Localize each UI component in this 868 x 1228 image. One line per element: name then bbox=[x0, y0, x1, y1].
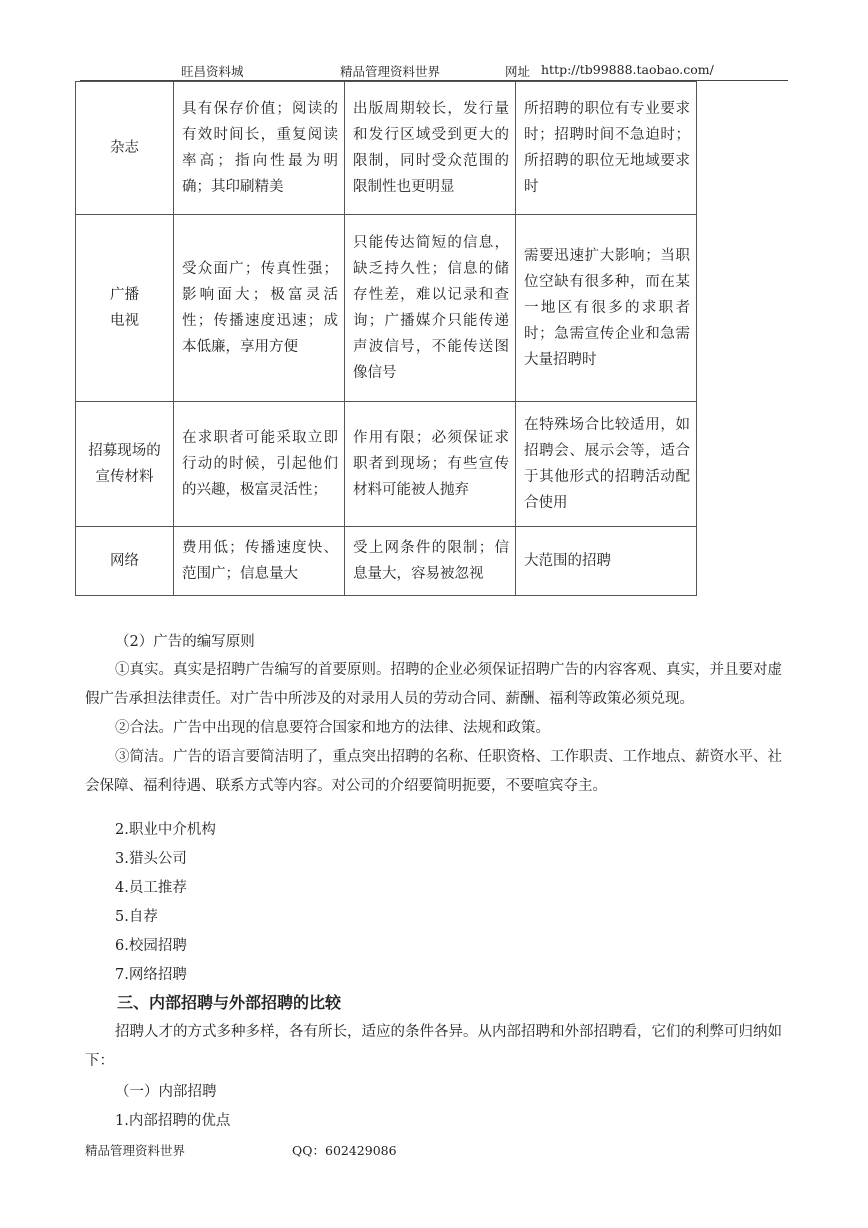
table-cell-category: 招募现场的 宣传材料 bbox=[76, 402, 174, 527]
table-cell-advantages: 在求职者可能采取立即行动的时候，引起他们的兴趣，极富灵活性； bbox=[174, 402, 345, 527]
paragraph-concise: ③简洁。广告的语言要简洁明了，重点突出招聘的名称、任职资格、工作职责、工作地点、薪资水平、社会保障、福利待遇、联系方式等内容。对公司的介绍要简明扼要，不要喧宾夺主。 bbox=[85, 749, 782, 794]
table-cell-disadvantages: 只能传达简短的信息，缺乏持久性；信息的储存性差，难以记录和查询；广播媒介只能传递声波信号，不能传送图像信号 bbox=[345, 215, 516, 402]
list-item: 4.员工推荐 bbox=[115, 880, 187, 896]
table-cell-conditions: 大范围的招聘 bbox=[516, 527, 697, 596]
table-row bbox=[76, 527, 697, 596]
header-site-name: 精品管理资料世界 bbox=[340, 64, 441, 79]
table-row bbox=[76, 215, 697, 402]
list-item: 6.校园招聘 bbox=[115, 938, 187, 954]
table-cell-conditions: 所招聘的职位有专业要求时；招聘时间不急迫时；所招聘的职位无地域要求时 bbox=[516, 82, 697, 215]
subheading-internal-recruitment: （一）内部招聘 bbox=[115, 1084, 217, 1100]
table-row bbox=[76, 82, 697, 215]
header-shop-name: 旺昌资料城 bbox=[181, 64, 244, 79]
table-cell-category: 网络 bbox=[76, 527, 174, 596]
footer-qq: QQ：602429086 bbox=[292, 1143, 397, 1158]
table-cell-advantages: 具有保存价值；阅读的有效时间长，重复阅读率高；指向性最为明确；其印刷精美 bbox=[174, 82, 345, 215]
table-cell-category: 杂志 bbox=[76, 82, 174, 215]
subheading-ad-principles: （2）广告的编写原则 bbox=[115, 634, 255, 650]
header-url[interactable]: http://tb99888.taobao.com/ bbox=[541, 62, 714, 77]
recruitment-media-table bbox=[75, 81, 697, 596]
list-item: 7.网络招聘 bbox=[115, 967, 187, 983]
table-cell-conditions: 在特殊场合比较适用，如招聘会、展示会等，适合于其他形式的招聘活动配合使用 bbox=[516, 402, 697, 527]
table-cell-advantages: 费用低；传播速度快、范围广；信息量大 bbox=[174, 527, 345, 596]
paragraph-legal: ②合法。广告中出现的信息要符合国家和地方的法律、法规和政策。 bbox=[115, 720, 550, 736]
list-item: 2.职业中介机构 bbox=[115, 822, 216, 838]
list-item: 5.自荐 bbox=[115, 909, 158, 925]
table-cell-disadvantages: 作用有限；必须保证求职者到现场；有些宣传材料可能被人抛弃 bbox=[345, 402, 516, 527]
header-url-label: 网址 bbox=[505, 64, 531, 79]
list-item: 3.猎头公司 bbox=[115, 851, 187, 867]
table-cell-disadvantages: 受上网条件的限制；信息量大，容易被忽视 bbox=[345, 527, 516, 596]
paragraph-comparison-intro: 招聘人才的方式多种多样，各有所长，适应的条件各异。从内部招聘和外部招聘看，它们的利弊可归纳如下： bbox=[85, 1024, 782, 1069]
footer-site-name: 精品管理资料世界 bbox=[85, 1143, 186, 1158]
table-cell-advantages: 受众面广；传真性强；影响面大；极富灵活性；传播速度迅速；成本低廉，享用方便 bbox=[174, 215, 345, 402]
paragraph-truthful: ①真实。真实是招聘广告编写的首要原则。招聘的企业必须保证招聘广告的内容客观、真实，并且要对虚假广告承担法律责任。对广告中所涉及的对录用人员的劳动合同、薪酬、福利等政策必须兑现。 bbox=[85, 662, 782, 707]
table-cell-disadvantages: 出版周期较长，发行量和发行区域受到更大的限制，同时受众范围的限制性也更明显 bbox=[345, 82, 516, 215]
table-row bbox=[76, 402, 697, 527]
table-cell-conditions: 需要迅速扩大影响；当职位空缺有很多种，而在某一地区有很多的求职者时；急需宣传企业和急需大量招聘时 bbox=[516, 215, 697, 402]
section-title: 三、内部招聘与外部招聘的比较 bbox=[117, 993, 342, 1012]
table-cell-category: 广播 电视 bbox=[76, 215, 174, 402]
subheading-internal-advantages: 1.内部招聘的优点 bbox=[115, 1113, 231, 1129]
